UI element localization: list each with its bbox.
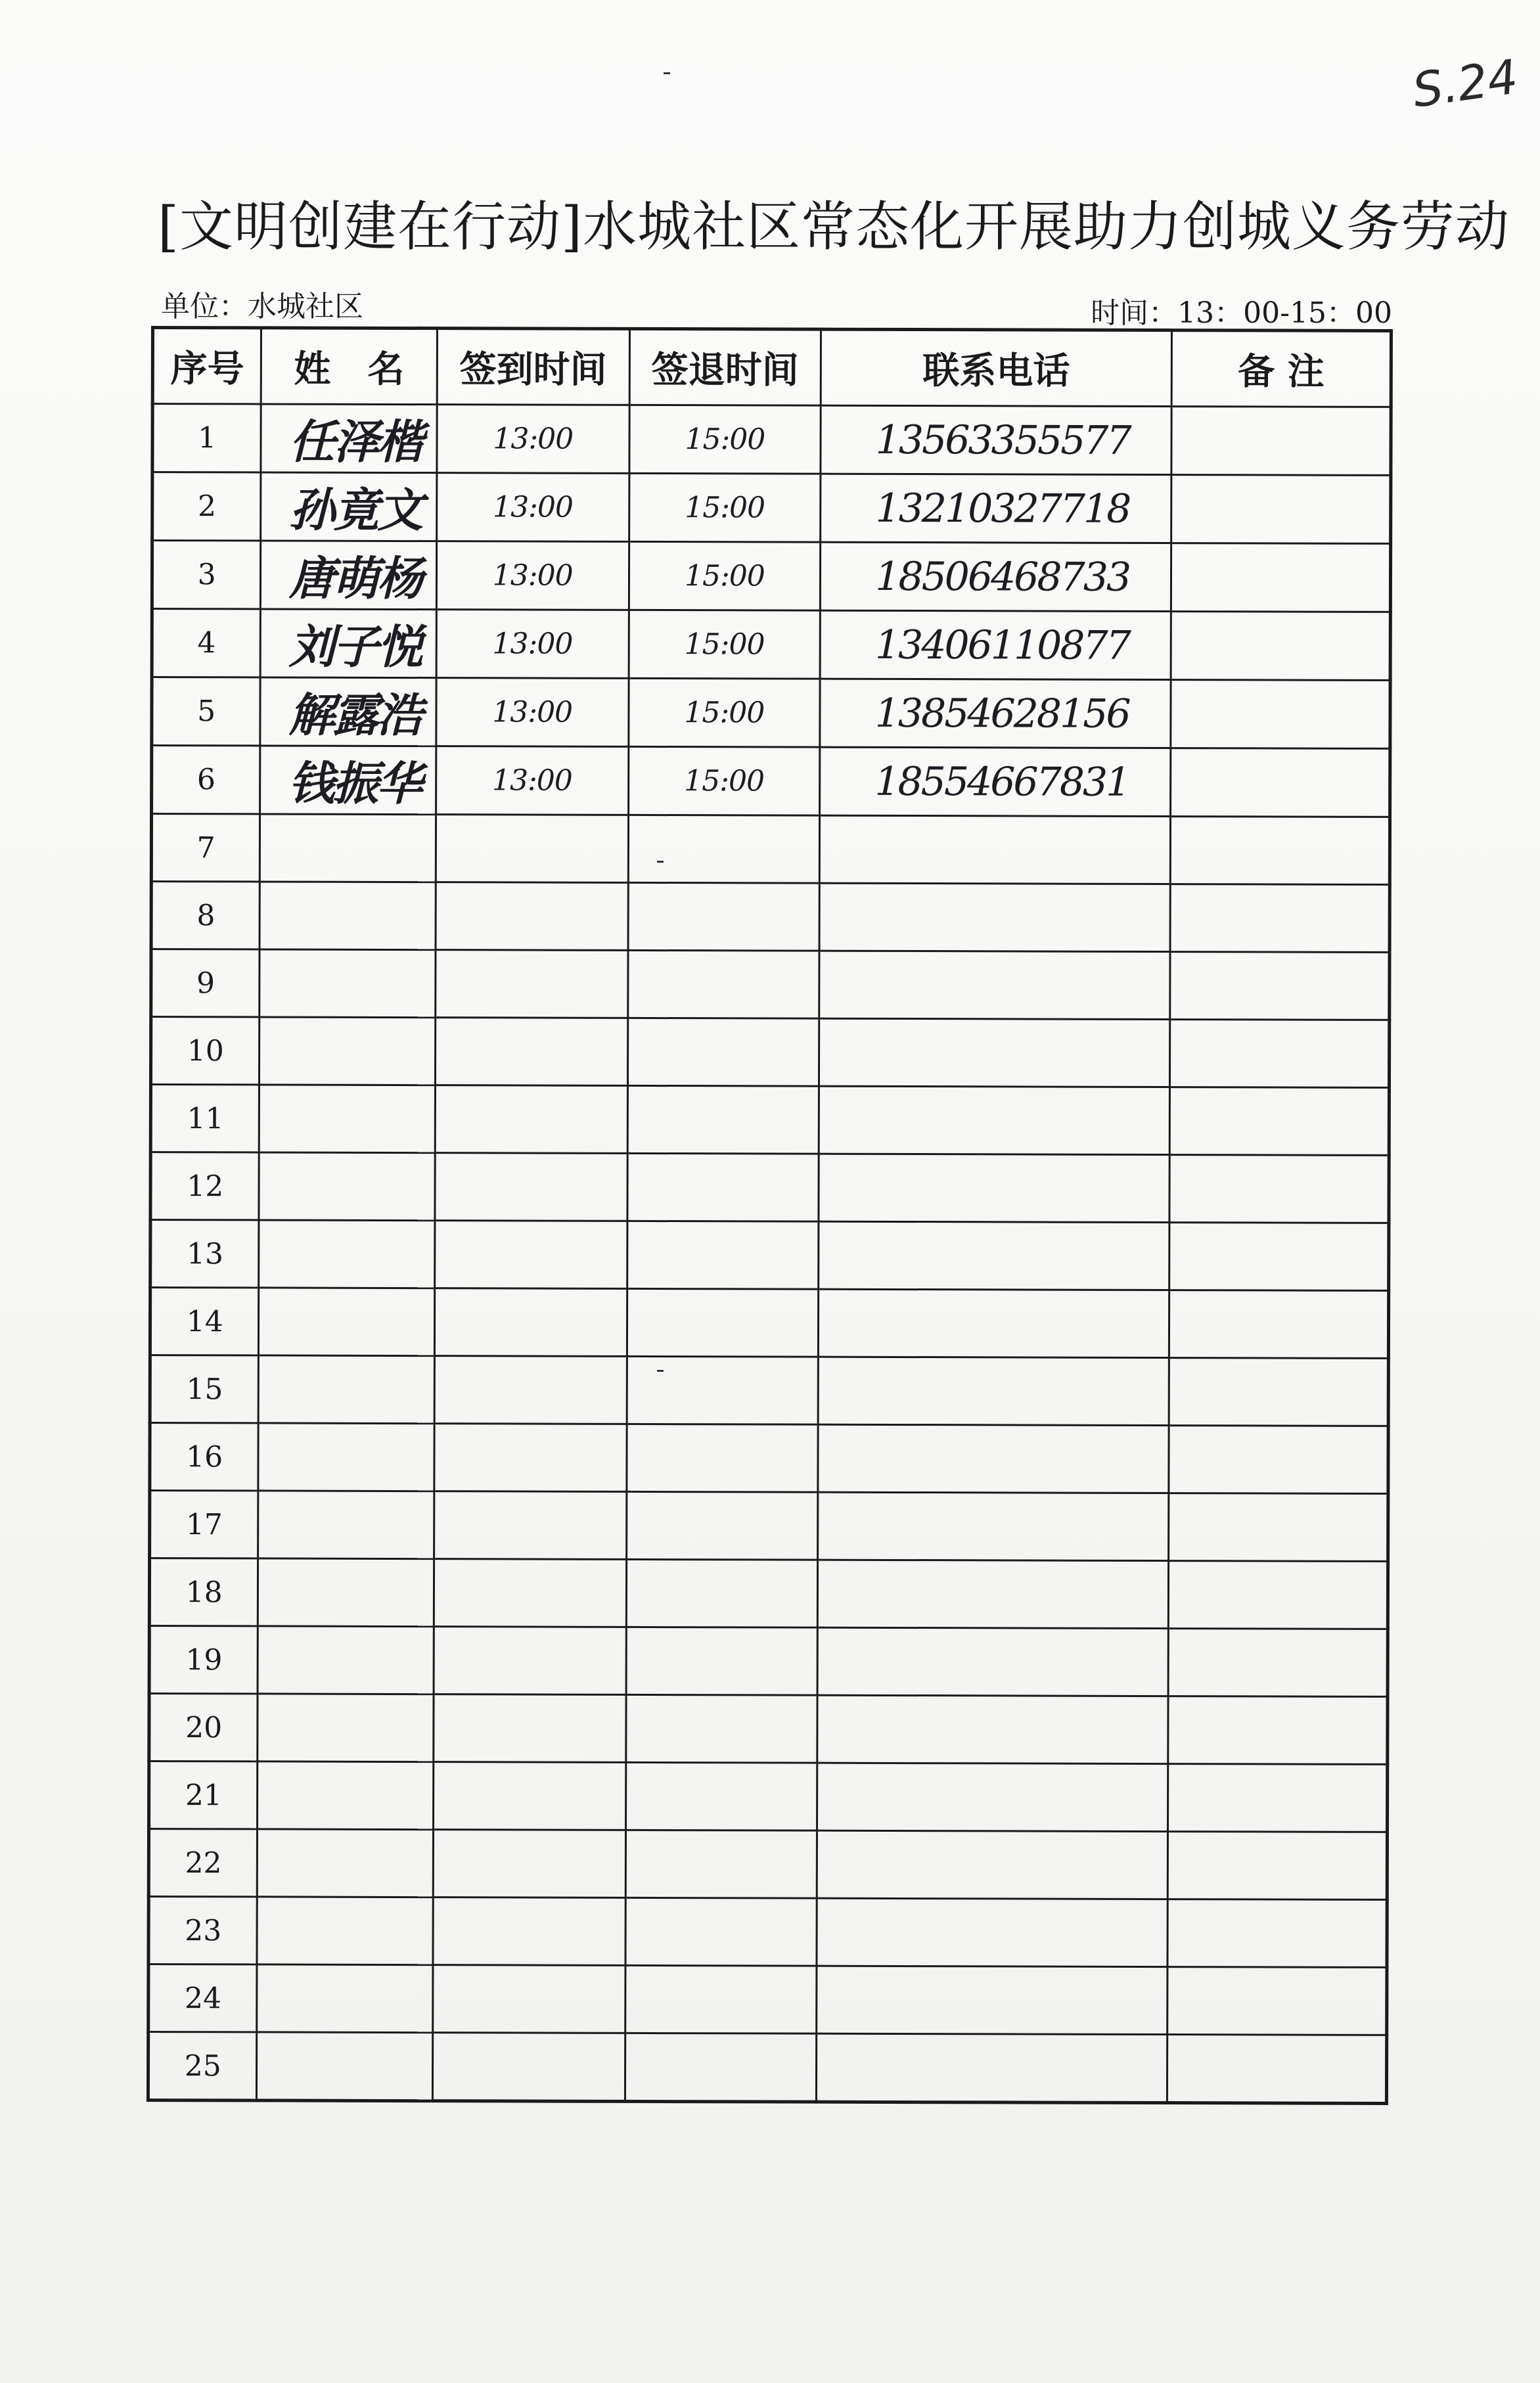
row-phone: 18554667831 xyxy=(820,747,1171,816)
row-sign-in: 13:00 xyxy=(437,405,629,474)
row-phone: 13210327718 xyxy=(821,474,1172,543)
table-row xyxy=(148,1828,1387,1899)
row-sign-out: 15:00 xyxy=(629,541,820,610)
row-name xyxy=(258,1626,434,1694)
table-row xyxy=(149,1761,1388,1832)
row-phone xyxy=(819,1221,1170,1290)
table-row xyxy=(150,1288,1388,1359)
row-phone: 18506468733 xyxy=(820,542,1171,611)
row-sign-in: 13:00 xyxy=(436,473,629,542)
row-note xyxy=(1168,1832,1388,1900)
row-phone xyxy=(819,1086,1170,1154)
row-note xyxy=(1167,1967,1387,2035)
row-serial: 5 xyxy=(152,677,261,746)
row-name xyxy=(257,2032,432,2101)
row-sign-out xyxy=(625,2033,816,2102)
row-serial: 7 xyxy=(151,814,260,882)
row-serial: 3 xyxy=(152,541,261,609)
row-serial: 18 xyxy=(149,1558,258,1626)
row-note xyxy=(1168,1629,1388,1697)
row-serial: 21 xyxy=(149,1761,258,1828)
table-row xyxy=(151,882,1390,953)
row-sign-in: 13:00 xyxy=(436,610,629,679)
row-sign-in xyxy=(434,1491,626,1560)
row-note xyxy=(1169,1426,1388,1494)
header-serial: 序号 xyxy=(152,328,261,404)
table-row xyxy=(152,677,1390,749)
row-serial: 1 xyxy=(152,404,261,472)
header-sign-in: 签到时间 xyxy=(437,329,629,405)
row-name: 孙竟文 xyxy=(261,472,436,541)
table-row xyxy=(150,1085,1389,1156)
row-sign-in xyxy=(434,1559,626,1627)
row-serial: 25 xyxy=(148,2031,257,2100)
corner-handwritten-mark: S.24 xyxy=(1409,49,1522,118)
row-sign-in: 13:00 xyxy=(436,746,628,815)
row-sign-out xyxy=(627,1153,819,1221)
row-sign-out: 15:00 xyxy=(629,405,821,474)
table-row xyxy=(152,746,1390,817)
row-serial: 24 xyxy=(148,1964,258,2031)
row-phone xyxy=(819,951,1171,1019)
row-serial: 13 xyxy=(150,1220,260,1288)
row-name xyxy=(260,1017,435,1085)
row-sign-out xyxy=(628,950,819,1018)
row-note xyxy=(1167,2035,1387,2104)
row-sign-in xyxy=(434,1221,627,1289)
row-sign-in: 13:00 xyxy=(436,678,628,747)
row-phone xyxy=(817,1966,1168,2034)
row-sign-in xyxy=(433,1897,625,1966)
row-sign-out xyxy=(627,1424,818,1492)
row-note xyxy=(1171,543,1391,612)
attendance-table xyxy=(147,326,1393,2105)
row-phone xyxy=(819,883,1171,951)
header-phone: 联系电话 xyxy=(821,329,1172,406)
row-sign-out: 15:00 xyxy=(628,746,819,815)
row-name: 钱振华 xyxy=(260,746,436,815)
row-note xyxy=(1168,1696,1388,1765)
row-name xyxy=(259,1220,434,1288)
table-row xyxy=(148,1964,1387,2035)
header-sign-out: 签退时间 xyxy=(629,329,821,405)
row-serial: 23 xyxy=(148,1896,258,1964)
table-row xyxy=(148,2031,1386,2103)
table-row xyxy=(152,404,1391,476)
table-row xyxy=(150,1423,1388,1494)
row-sign-out xyxy=(625,1830,817,1898)
row-phone xyxy=(816,2033,1167,2102)
row-serial: 16 xyxy=(150,1423,259,1491)
row-note xyxy=(1170,952,1390,1020)
row-name xyxy=(259,1355,434,1424)
table-row xyxy=(150,1355,1388,1426)
row-sign-in xyxy=(435,950,627,1018)
row-phone xyxy=(818,1289,1169,1357)
row-name xyxy=(258,1694,433,1762)
unit-label: 单位：水城社区 xyxy=(161,290,363,323)
row-name xyxy=(260,814,436,882)
row-note xyxy=(1169,1493,1388,1562)
row-name xyxy=(260,1085,435,1153)
row-note xyxy=(1167,1899,1387,1968)
row-phone xyxy=(817,1695,1169,1763)
table-row xyxy=(151,949,1390,1020)
row-sign-in: 13:00 xyxy=(436,541,629,610)
row-sign-in xyxy=(433,1694,625,1763)
row-name xyxy=(260,949,435,1018)
row-sign-in xyxy=(435,1085,627,1154)
row-sign-out xyxy=(625,1965,817,2033)
row-phone xyxy=(817,1898,1168,1966)
row-note xyxy=(1171,680,1390,749)
table-row xyxy=(148,1896,1387,1967)
row-serial: 8 xyxy=(151,882,260,949)
row-phone: 13854628156 xyxy=(820,679,1171,748)
row-note xyxy=(1171,817,1390,885)
row-sign-in xyxy=(433,1762,625,1830)
row-name xyxy=(260,882,435,950)
row-name xyxy=(257,1964,432,2033)
row-note xyxy=(1168,1764,1388,1832)
row-note xyxy=(1169,1358,1388,1426)
row-sign-out xyxy=(626,1491,817,1560)
row-serial: 20 xyxy=(149,1693,258,1761)
row-sign-out xyxy=(625,1762,817,1830)
row-sign-in xyxy=(432,2033,625,2102)
row-phone xyxy=(819,1154,1170,1222)
row-sign-in xyxy=(434,1627,626,1695)
scan-speck xyxy=(664,72,670,74)
table-row xyxy=(152,472,1391,544)
row-serial: 15 xyxy=(150,1355,259,1423)
row-note xyxy=(1171,475,1391,544)
row-name xyxy=(257,1897,432,1965)
row-sign-out xyxy=(627,1221,818,1289)
row-name xyxy=(259,1152,434,1221)
table-row xyxy=(150,1017,1389,1088)
row-note xyxy=(1169,1290,1389,1359)
row-note xyxy=(1171,612,1390,681)
row-phone: 13406110877 xyxy=(820,610,1171,679)
row-name xyxy=(258,1423,434,1491)
row-name: 解露浩 xyxy=(260,677,436,746)
row-phone xyxy=(819,1018,1170,1087)
row-serial: 14 xyxy=(150,1288,259,1355)
row-sign-in xyxy=(434,1424,627,1492)
row-phone: 13563355577 xyxy=(821,405,1172,474)
header-name: 姓 名 xyxy=(261,328,438,405)
row-serial: 11 xyxy=(150,1085,260,1152)
row-phone xyxy=(818,1424,1169,1493)
row-sign-in xyxy=(436,815,628,883)
row-name: 唐萌杨 xyxy=(261,541,436,610)
row-sign-out xyxy=(628,882,819,951)
row-serial: 9 xyxy=(151,949,260,1017)
row-name xyxy=(258,1761,433,1830)
row-phone xyxy=(817,1830,1168,1899)
row-sign-in xyxy=(433,1830,625,1898)
row-serial: 12 xyxy=(150,1152,260,1220)
row-name: 任泽楷 xyxy=(261,404,436,473)
header-note: 备 注 xyxy=(1172,330,1392,407)
table-row xyxy=(150,1491,1388,1562)
row-note xyxy=(1170,884,1390,953)
table-row xyxy=(152,609,1390,681)
row-serial: 6 xyxy=(152,746,261,814)
row-note xyxy=(1169,1561,1388,1629)
row-serial: 17 xyxy=(150,1491,259,1558)
row-note xyxy=(1171,407,1391,476)
row-phone xyxy=(818,1492,1169,1560)
row-note xyxy=(1171,748,1390,817)
row-sign-out: 15:00 xyxy=(629,678,820,747)
row-name xyxy=(258,1491,434,1559)
row-name: 刘子悦 xyxy=(261,609,436,678)
row-serial: 10 xyxy=(150,1017,260,1085)
row-phone xyxy=(818,1357,1169,1425)
row-sign-in xyxy=(436,882,628,951)
table-row xyxy=(150,1152,1389,1223)
row-sign-out xyxy=(627,1018,819,1086)
table-row xyxy=(149,1558,1388,1629)
table-body xyxy=(148,404,1391,2104)
row-note xyxy=(1170,1087,1390,1156)
row-phone xyxy=(817,1627,1169,1696)
row-sign-out xyxy=(627,1288,818,1357)
row-serial: 19 xyxy=(149,1625,258,1693)
table-row xyxy=(149,1625,1388,1696)
table-row xyxy=(152,541,1390,612)
row-sign-in xyxy=(434,1356,627,1424)
row-sign-out xyxy=(627,1085,819,1154)
time-label: 时间：13：00-15：00 xyxy=(1091,296,1392,330)
row-sign-out xyxy=(625,1897,817,1966)
table-header-row xyxy=(152,328,1391,407)
row-name xyxy=(258,1558,434,1627)
row-phone xyxy=(817,1560,1169,1628)
row-sign-out xyxy=(626,1559,817,1627)
row-sign-out xyxy=(626,1627,817,1695)
row-phone xyxy=(817,1763,1168,1831)
row-sign-out xyxy=(628,815,819,883)
sheet-title: [文明创建在行动]水城社区常态化开展助力创城义务劳动 xyxy=(158,196,1510,258)
row-sign-in xyxy=(434,1288,627,1357)
row-name xyxy=(259,1288,434,1356)
row-sign-out: 15:00 xyxy=(629,610,820,679)
row-phone xyxy=(819,815,1171,884)
row-note xyxy=(1169,1155,1389,1223)
table-row xyxy=(151,814,1390,885)
row-sign-out xyxy=(626,1694,817,1763)
row-note xyxy=(1169,1223,1389,1291)
row-sign-out xyxy=(627,1356,818,1424)
row-serial: 2 xyxy=(152,472,261,541)
table-row xyxy=(149,1693,1388,1764)
row-serial: 22 xyxy=(148,1828,258,1896)
row-note xyxy=(1170,1020,1390,1088)
row-sign-in xyxy=(432,1965,625,2033)
table-row xyxy=(150,1220,1389,1291)
row-name xyxy=(258,1829,433,1897)
row-sign-in xyxy=(435,1018,627,1086)
row-sign-in xyxy=(435,1153,627,1221)
row-sign-out: 15:00 xyxy=(629,473,820,542)
row-serial: 4 xyxy=(152,609,261,677)
